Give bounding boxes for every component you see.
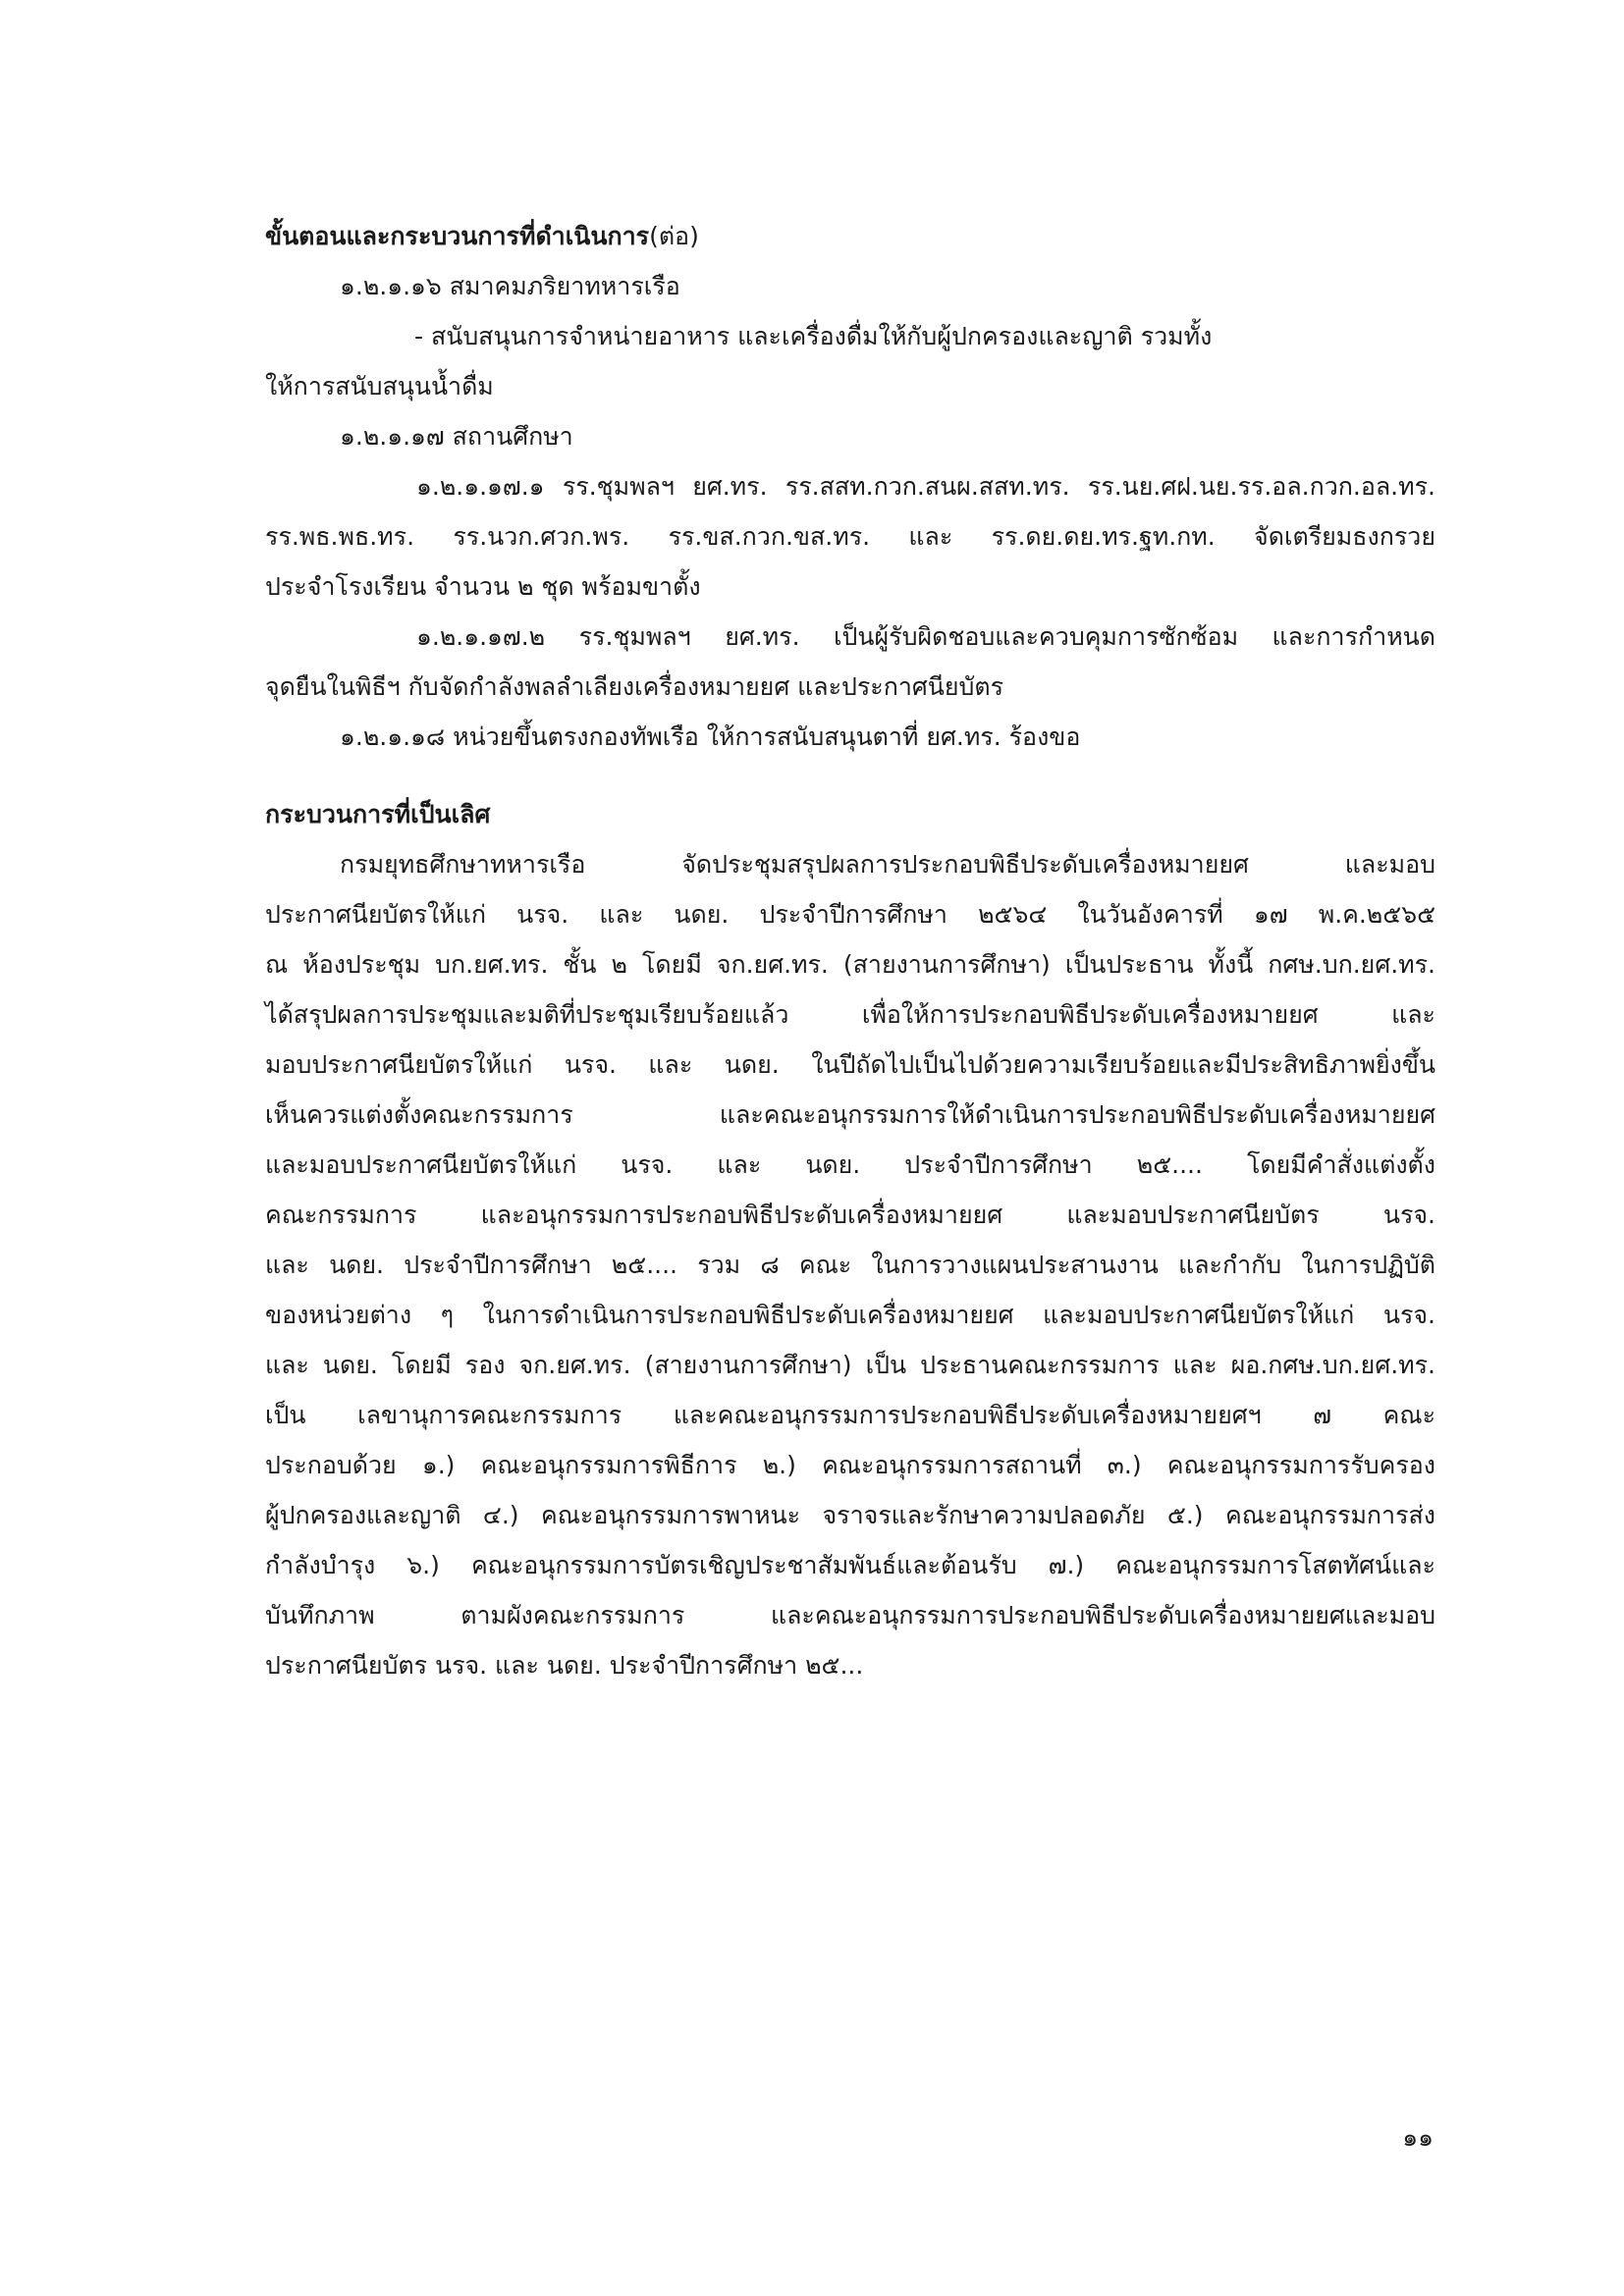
item-1-2-1-16-detail: - สนับสนุนการจำหน่ายอาหาร และเครื่องดื่มให้กับผู้ปกครองและญาติ รวมทั้ง [414,322,1213,350]
section-heading-procedures [265,211,1435,261]
paragraph-line: กรมยุทธศึกษาทหารเรือ จัดประชุมสรุปผลการประกอบพิธีประดับเครื่องหมายยศ และมอบ [340,850,1435,879]
section-heading-excellence: กระบวนการที่เป็นเลิศ [265,800,491,828]
paragraph-line: ผู้ปกครองและญาติ ๔.) คณะอนุกรรมการพาหนะ จราจรและรักษาความปลอดภัย ๕.) คณะอนุกรรมการส่ง [265,1501,1435,1529]
item-1-2-1-16-detail-cont: ให้การสนับสนุนน้ำดื่ม [265,372,494,400]
paragraph-line: ประกอบด้วย ๑.) คณะอนุกรรมการพิธีการ ๒.) คณะอนุกรรมการสถานที่ ๓.) คณะอนุกรรมการรับครอง [265,1451,1435,1479]
paragraph-line: ได้สรุปผลการประชุมและมติที่ประชุมเรียบร้อยแล้ว เพื่อให้การประกอบพิธีประดับเครื่องหมายยศ และ [265,1000,1435,1029]
item-1-2-1-17-1: ๑.๒.๑.๑๗.๑ รร.ชุมพลฯ ยศ.ทร. รร.สสท.กวก.สนผ.สสท.ทร. รร.นย.ศฝ.นย.รร.อล.กวก.อล.ทร. [416,472,1435,501]
item-1-2-1-17-1-cont: รร.พธ.พธ.ทร. รร.นวก.ศวก.พร. รร.ขส.กวก.ขส.ทร. และ รร.ดย.ดย.ทร.ฐท.กท. จัดเตรียมธงกรวย [265,522,1435,551]
item-1-2-1-17: ๑.๒.๑.๑๗ สถานศึกษา [340,422,573,451]
heading-text: ขั้นตอนและกระบวนการที่ดำเนินการ [265,222,650,250]
paragraph-line: และ นดย. ประจำปีการศึกษา ๒๕.... รวม ๘ คณะ ในการวางแผนประสานงาน และกำกับ ในการปฏิบัติ [265,1251,1435,1279]
page-number: ๑๑ [1402,2123,1434,2152]
paragraph-line-last: ประกาศนียบัตร นรจ. และ นดย. ประจำปีการศึกษา ๒๕... [265,1651,864,1680]
paragraph-line: และมอบประกาศนียบัตรให้แก่ นรจ. และ นดย. ประจำปีการศึกษา ๒๕.... โดยมีคำสั่งแต่งตั้ง [265,1150,1435,1179]
paragraph-line: ของหน่วยต่าง ๆ ในการดำเนินการประกอบพิธีประดับเครื่องหมายยศ และมอบประกาศนียบัตรให้แก่ นรจ. [265,1301,1435,1329]
document-body [265,211,1435,1690]
item-1-2-1-17-2: ๑.๒.๑.๑๗.๒ รร.ชุมพลฯ ยศ.ทร. เป็นผู้รับผิดชอบและควบคุมการซักซ้อม และการกำหนด [416,622,1435,651]
paragraph-line: มอบประกาศนียบัตรให้แก่ นรจ. และ นดย. ในปีถัดไปเป็นไปด้วยความเรียบร้อยและมีประสิทธิภาพยิ่งขึ้น [265,1050,1435,1079]
item-1-2-1-17-1-end: ประจำโรงเรียน จำนวน ๒ ชุด พร้อมขาตั้ง [265,572,701,601]
paragraph-line: ณ ห้องประชุม บก.ยศ.ทร. ชั้น ๒ โดยมี จก.ยศ.ทร. (สายงานการศึกษา) เป็นประธาน ทั้งนี้ กศษ.บก.ยศ.ทร. [265,950,1435,979]
item-1-2-1-17-2-cont: จุดยืนในพิธีฯ กับจัดกำลังพลลำเลียงเครื่องหมายยศ และประกาศนียบัตร [265,672,1004,701]
paragraph-line: เห็นควรแต่งตั้งคณะกรรมการ และคณะอนุกรรมการให้ดำเนินการประกอบพิธีประดับเครื่องหมายยศ [265,1100,1435,1129]
paragraph-line: คณะกรรมการ และอนุกรรมการประกอบพิธีประดับเครื่องหมายยศ และมอบประกาศนียบัตร นรจ. [265,1201,1435,1229]
section-gap [265,762,1435,789]
item-1-2-1-16: ๑.๒.๑.๑๖ สมาคมภริยาทหารเรือ [340,272,680,300]
paragraph-line: ประกาศนียบัตรให้แก่ นรจ. และ นดย. ประจำปีการศึกษา ๒๕๖๔ ในวันอังคารที่ ๑๗ พ.ค.๒๕๖๕ [265,900,1435,929]
paragraph-line: และ นดย. โดยมี รอง จก.ยศ.ทร. (สายงานการศึกษา) เป็น ประธานคณะกรรมการ และ ผอ.กศษ.บก.ยศ.ทร. [265,1351,1435,1379]
paragraph-line: บันทึกภาพ ตามผังคณะกรรมการ และคณะอนุกรรมการประกอบพิธีประดับเครื่องหมายยศและมอบ [265,1601,1435,1629]
item-1-2-1-18: ๑.๒.๑.๑๘ หน่วยขึ้นตรงกองทัพเรือ ให้การสนับสนุนตาที่ ยศ.ทร. ร้องขอ [340,722,1081,751]
paragraph-line: เป็น เลขานุการคณะกรรมการ และคณะอนุกรรมการประกอบพิธีประดับเครื่องหมายยศฯ ๗ คณะ [265,1401,1435,1429]
paragraph-line: กำลังบำรุง ๖.) คณะอนุกรรมการบัตรเชิญประชาสัมพันธ์และต้อนรับ ๗.) คณะอนุกรรมการโสตทัศน์และ [265,1551,1435,1579]
heading-suffix: (ต่อ) [649,222,699,250]
